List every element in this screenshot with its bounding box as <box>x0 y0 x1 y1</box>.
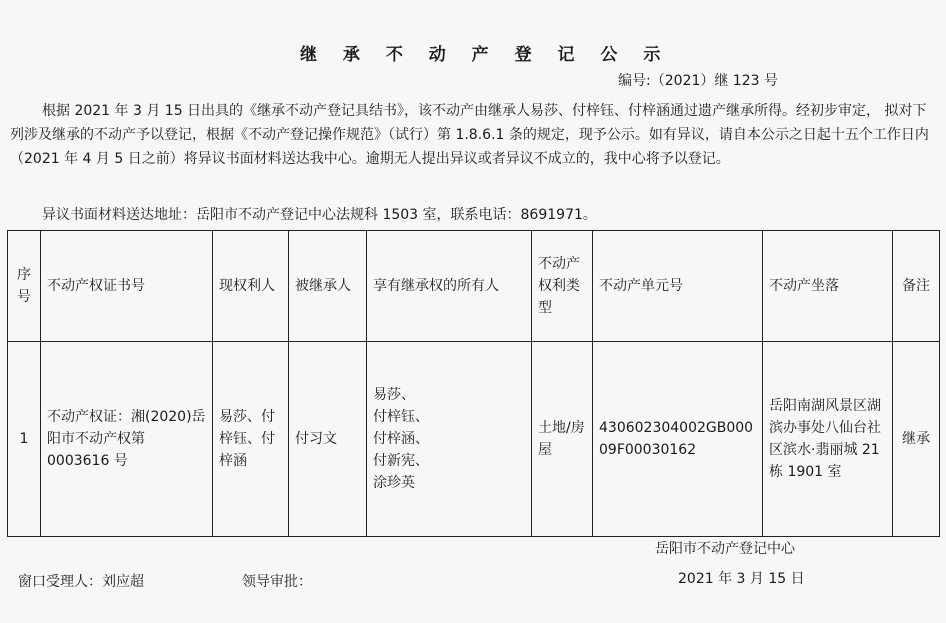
leader-approval: 领导审批： <box>242 574 312 590</box>
notice-body: 根据 2021 年 3 月 15 日出具的《继承不动产登记具结书》，该不动产由继承人易莎、付梓钰、付梓涵通过遗产继承所得。经初步审定， 拟对下列涉及继承的不动产予以登记，根据《不动产登记操作规范》（试行）第 1.8.6.1 条的规定，现予公示。如有异议，请自本公示之日起十五个工作日内（2021 年 4 月 5 日之前）将异议书面材料送达我中心。逾期无人提出异议或者异议不成立的，我中心将予以登记。 <box>10 103 929 167</box>
cell-current-owner: 易莎、付梓钰、付梓涵 <box>213 342 289 537</box>
header-heirs: 享有继承权的所有人 <box>367 231 532 342</box>
header-cert-no: 不动产权证书号 <box>41 231 213 342</box>
table-row <box>8 342 940 537</box>
heir-name: 付梓涵、 <box>373 431 429 447</box>
cell-right-type: 土地/房屋 <box>532 342 593 537</box>
cell-index: 1 <box>8 342 41 537</box>
objection-address: 异议书面材料送达地址：岳阳市不动产登记中心法规科 1503 室，联系电话：8691971。 <box>42 207 597 223</box>
cell-location: 岳阳南湖风景区湖滨办事处八仙台社区滨水·翡丽城 21 栋 1901 室 <box>763 342 893 537</box>
registration-table <box>7 230 940 537</box>
cell-unit-no: 430602304002GB00009F00030162 <box>593 342 763 537</box>
notice-title: 继 承 不 动 产 登 记 公 示 <box>300 45 671 65</box>
heir-name: 涂珍英 <box>373 475 415 491</box>
header-location: 不动产坐落 <box>763 231 893 342</box>
document-number: 编号:（2021）继 123 号 <box>618 73 778 89</box>
cell-decedent: 付习文 <box>289 342 367 537</box>
header-right-type: 不动产权利类型 <box>532 231 593 342</box>
issuing-center: 岳阳市不动产登记中心 <box>655 541 795 557</box>
issue-date: 2021 年 3 月 15 日 <box>678 571 805 587</box>
header-decedent: 被继承人 <box>289 231 367 342</box>
header-index: 序号 <box>8 231 41 342</box>
cell-note: 继承 <box>893 342 940 537</box>
header-unit-no: 不动产单元号 <box>593 231 763 342</box>
heir-name: 易莎、 <box>373 387 415 403</box>
header-current-owner: 现权利人 <box>213 231 289 342</box>
cell-heirs <box>367 342 532 537</box>
window-receiver: 窗口受理人：刘应超 <box>18 574 144 590</box>
table-header-row <box>8 231 940 342</box>
heir-name: 付梓钰、 <box>373 409 429 425</box>
heir-name: 付新宪、 <box>373 453 429 469</box>
cell-cert-no: 不动产权证：湘(2020)岳阳市不动产权第 0003616 号 <box>41 342 213 537</box>
header-note: 备注 <box>893 231 940 342</box>
